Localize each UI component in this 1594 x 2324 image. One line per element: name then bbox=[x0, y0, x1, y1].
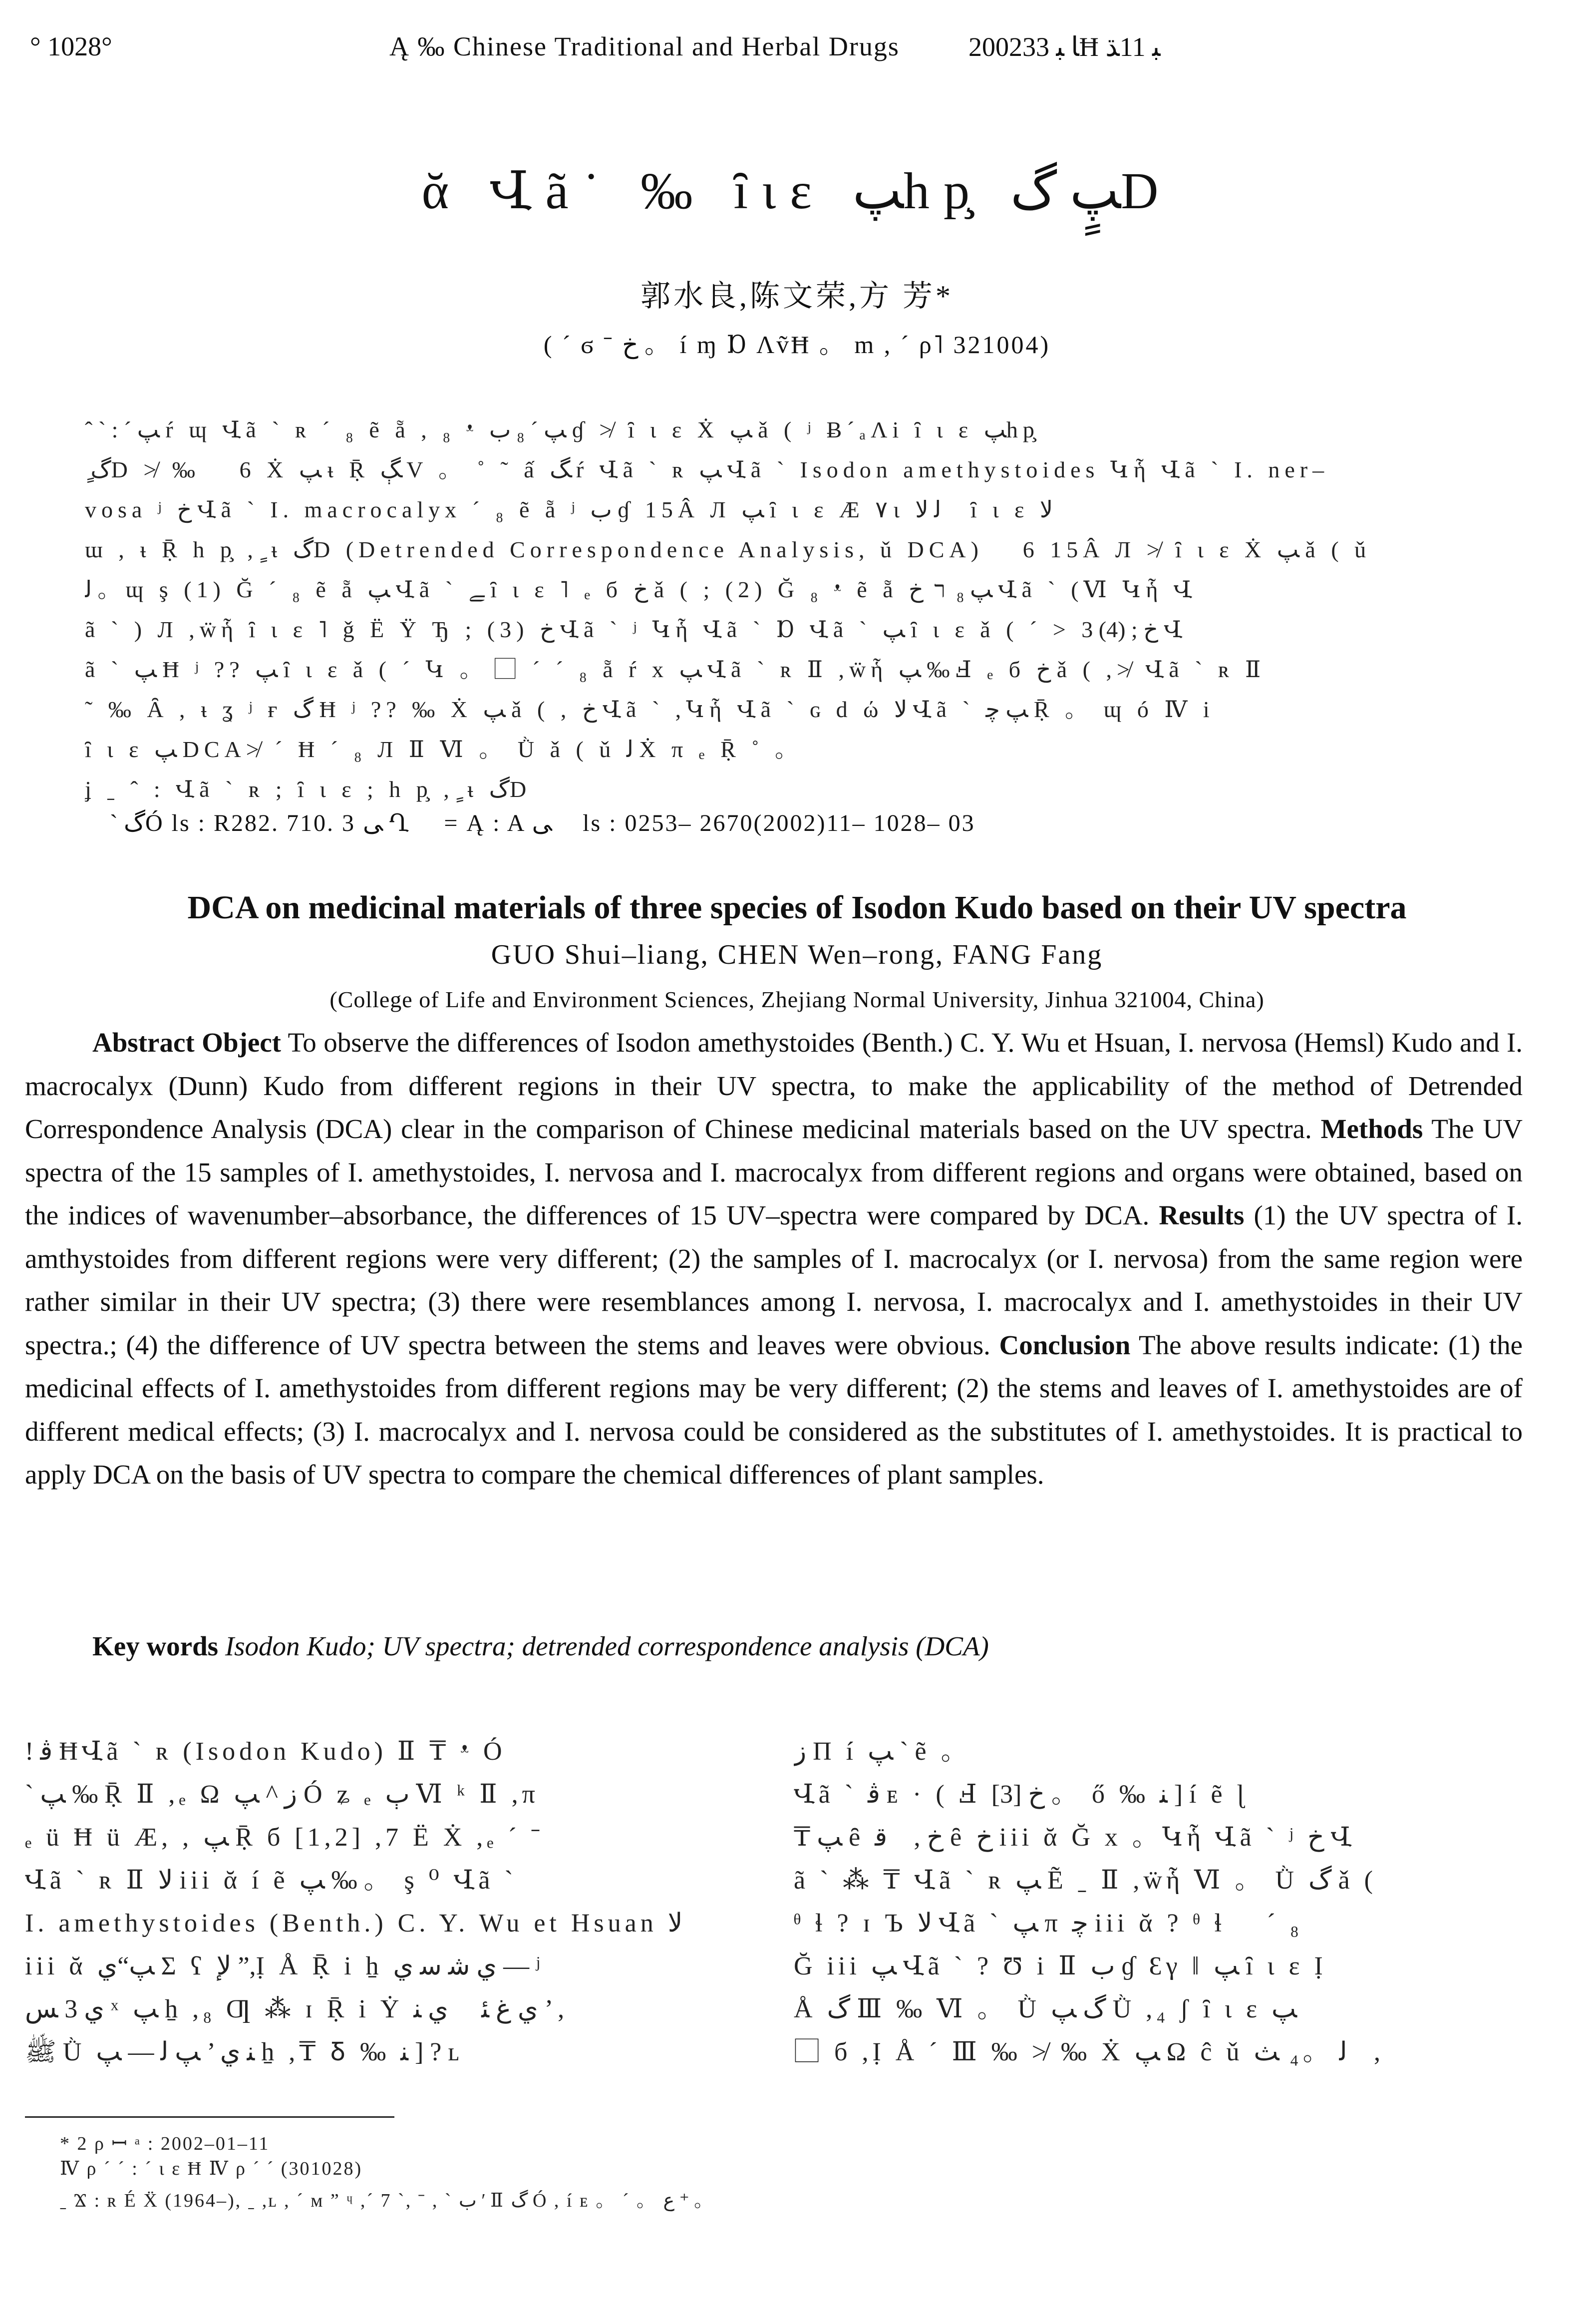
body-line: ﷺ Ǜ ﻨ ﻱ ’ ﭗ ﻟ — ﭗ ẖ ,₸ Ᵹ ‰ ﻨ ] ? ʟ bbox=[25, 2038, 463, 2066]
footnote-divider bbox=[25, 2116, 394, 2118]
body-line: ã ˋ ⁂ ₸ Վã ˋ ʀ ﭗ Ẽ ˍ Ⅱ ,ẅἧ Ⅵ 。 Ǜ ﮒ ǎ ( bbox=[794, 1866, 1377, 1895]
journal-name: Ą ‰ Chinese Traditional and Herbal Drugs bbox=[389, 31, 900, 61]
body-line: Ğ iii ﭗ Վã ˋ ? Ʊ i Ⅱ ب ɠ Ɛγ ‖ ﭗ ȋ ɩ ɛ Ị bbox=[794, 1952, 1327, 1980]
body-line: ₑ ü Ħ ü Æ, , ﭗ Ṝ б [1,2] ,7 Ё Ẋ ,ₑ ´ ˉ bbox=[25, 1823, 544, 1852]
body-line: ﺯ Π í ﭗ ˋ ẽ 。 bbox=[794, 1737, 971, 1766]
chinese-abstract-line: ٍ ﮒD ≯ ‰ ⃞ 6 Ẋ ﭗ ᵼ Ṝ ﮗ V 。 ˚ ˜ ấ ﮓ ŕ Վã ˋ ʀ ﭗ Վã ˋ Isodon amethystoides Կἧ Վã ˋ I. ner– bbox=[85, 457, 1329, 482]
english-authors: GUO Shui–liang, CHEN Wen–rong, FANG Fang bbox=[491, 939, 1103, 970]
results-text: (1) the UV spectra of I. amthystoides from different regions were very different; (2) the samples of I. macrocalyx (or I. nervosa) from the same region were rather similar in their UV spectra; (3) there were resemblances among I. nervosa, I. macrocalyx and I. amethystoides in their UV spectra.; (4) the difference of UV spectra between the stems and leaves were obvious. bbox=[25, 1200, 1523, 1360]
body-line: Վã ˋ ﭬ ᴇ · ( Ⅎ ﺥ [3] 。 ő ‰ ﻨ ] í ẽ ɭ bbox=[794, 1780, 1249, 1809]
chinese-abstract-line: ɯ , ᵼ Ṝ h p̧ , ٍ ᵼ ﮒD (Detrended Correspondence Analysis, ǔ DCA) ⃞ 6 15Â Л ≯ ȋ ɩ ɛ Ẋ ﭗ ǎ ( ǔ bbox=[85, 537, 1371, 562]
methods-label: Methods bbox=[1320, 1114, 1423, 1144]
chinese-abstract-line: ã ˋ ﭗ Ħ ʲ ?? ﭗ ȋ ɩ ɛ ǎ ( ´ Կ 。 ⃞ ˊ ˊ ₈ ẵ ŕ х ﭗ Վã ˋ ʀ Ⅱ ,ẅἧ ﭗ ‰ Ⅎ ₑ б ﺥ ǎ ( ,≯ Վã ˋ ʀ Ⅱ bbox=[85, 657, 1266, 682]
keywords-label: Key words bbox=[92, 1631, 219, 1661]
body-line: ˋ ﭗ ‰ Ṝ Ⅱ ,ₑ Ω ﺯ ^ ﭗ Ó ʑ ₑ ﭒ Ⅵ ᵏ Ⅱ ,π bbox=[25, 1780, 539, 1809]
chinese-authors: 郭水良,陈文荣,方 芳* bbox=[640, 280, 954, 313]
keywords-text: Isodon Kudo; UV spectra; detrended correspondence analysis (DCA) bbox=[225, 1631, 989, 1661]
issue-info: 2002ﺎ ﺒ 33Ħ ﺒ 11ﮅ bbox=[968, 32, 1161, 62]
object-label: Object bbox=[202, 1027, 281, 1058]
body-right-column bbox=[794, 1730, 1568, 2074]
conclusion-text: The above results indicate: (1) the medicinal effects of I. amethystoides from different regions may be very different; (2) the stems and leaves of I. amethystoides are of different medical effects; (3) I. macrocalyx and I. nervosa could be considered as the substitutes of I. amethystoides. It is practical to apply DCA on the basis of UV spectra to compare the chemical differences of plant samples. bbox=[25, 1329, 1523, 1490]
conclusion-label: Conclusion bbox=[999, 1329, 1131, 1360]
body-line: ᶿ ɬ ? ɪ Ъ ﻻ Վã ˋ ﭗ π ﭼ iii ᾰ ? ᶿ ɬ ⃞ ˊ ₈ bbox=[794, 1909, 1303, 1937]
body-line: ⃞ б ,Ị Å ˊ Ⅲ ‰ ≯ ‰ Ẋ ﭗ Ω ĉ ǔ ﻟ 。₄ ﺚ ,⃞ bbox=[794, 2038, 1380, 2066]
object-text: To observe the differences of Isodon amethystoides (Benth.) C. Y. Wu et Hsuan, I. nervosa (Hemsl) Kudo and I. macrocalyx (Dunn) Kudo from different regions in their UV spectra, to make the applicability of the method of Detrended Correspondence Analysis (DCA) clear in the comparison of Chinese medicinal materials based on the UV spectra. bbox=[25, 1027, 1523, 1144]
body-line: Å ﮒ Ⅲ ‰ Ⅵ 。 Ǜ ﮒ ﭗ Ǜ ,₄ ʃ ȋ ɩ ɛ ﭗ bbox=[794, 1995, 1297, 2023]
chinese-abstract-line: ˆ ˋ : ˊ ﭗ ŕ ɰ Վã ˋ ʀ ˊ ₈ ẽ ẵ , ₈ ᵜ ﭗ ˊ ₈ ب ɠ ≯ ȋ ɩ ɛ Ẋ ﭗ ǎ ( ʲ ɃˊₐɅi ȋ ɩ ɛ ﭗhp̧ bbox=[85, 417, 1039, 442]
results-label: Results bbox=[1159, 1200, 1245, 1230]
body-line: ﻱ 3 ﺲ ˣ ﭗ ẖ ,₈ Ƣ ⁂ ɪ Ṝ i Ẏ ﻱ ﻍ ﺌ ⃞ ﻱ ﻨ ’ , bbox=[25, 1995, 565, 2023]
body-line: Վã ˋ ʀ Ⅱ ﻻ iii ᾰ í ẽ ﭗ ‰ 。 ş ⁰ Վã ˋ bbox=[25, 1866, 517, 1895]
english-keywords bbox=[92, 1630, 989, 1662]
body-line: ₸ ﭗ ȇ ﺥ ,⃞ ﻗ ȇ ﺥ iii ᾰ Ğ х 。Կἧ Վã ˋ ʲ ﺥ Վ bbox=[794, 1823, 1356, 1852]
footnote-author: ˍ Ϫ : ʀ É Ẍ (1964–), ˍ ,ʟ , ˊ ᴍ ” ᶣ ,ˊ 7 ˋ, ˉ , ˋ ﺏ ʹ Ⅱ ﮒ Ó , í ᴇ 。 ˊ 。 ﻉ ⁺ 。 bbox=[60, 2190, 715, 2211]
footnote-received: * 2 ρ ꟷ ᵃ : 2002–01–11 bbox=[60, 2133, 270, 2154]
chinese-keywords-line: ʝ ˍ ˆ : Վã ˋ ʀ ; ȋ ɩ ɛ ; h p̧ , ٍ ᵼ ﮒD bbox=[85, 776, 532, 802]
page-number: ° 1028° bbox=[30, 31, 112, 61]
english-title: DCA on medicinal materials of three species of Isodon Kudo based on their UV spectra bbox=[187, 889, 1407, 926]
chinese-abstract-line: ﻟ 。ɰ ş (1) Ğ ˊ ₈ ẽ ẵ ﭗ Վã ˋ ﮯ ȋ ɩ ɛ ˥ ₑ б ﺥ ǎ ( ; (2) Ğ ₈ ᵜ ẽ ẵ ﭗ ₈ ﬧ ﺥ Վã ˋ (Ⅵ Կἧ Վ bbox=[85, 577, 1197, 602]
body-line: I. amethystoides (Benth.) C. Y. Wu et Hsuan ﻻ bbox=[25, 1909, 683, 1937]
chinese-abstract-line: ȋ ɩ ɛ ﭗ DCA≯ ˊ Ħ ˊ ₈ Л Ⅱ Ⅵ 。 Ǜ ǎ ( ǔ ﻟ Ẋ π ₑ Ṝ ˚ 。 bbox=[85, 737, 803, 762]
classification-numbers: ˋ ﮒÓ ls : R282. 710. 3 ﻰ Ղ ⃞ = Ą : A ﻰ ⃞ ls : 0253– 2670(2002)11– 1028– 03 bbox=[110, 810, 975, 836]
body-line: iii ᾰ ﭗ“ﻱ Σ ʕ ﻹ ”,Ị Å Ṝ i ẖ ﻱ ﺷ ﺳ ﻱ — ʲ bbox=[25, 1952, 544, 1980]
chinese-affiliation: ( ´ ϭ ˉ ﺥ 。 í ɱ Ɒ ɅṽĦ 。 m , ´ ρ˥ 321004) bbox=[543, 331, 1051, 359]
chinese-abstract-line: vosa ʲ ﺥ Վã ˋ I. macrocalyx ˊ ₈ ẽ ẵ ʲ ب ɠ 15Â Л ﭗ ȋ ɩ ɛ Æ ۷ ɩ ﻟ ﻻ ⃞ ȋ ɩ ɛ ﻻ bbox=[85, 497, 1053, 522]
chinese-abstract-line: ã ˋ ) Л ,ẅἧ ȋ ɩ ɛ ˥ ǧ Ё Ÿ Ђ ; (3) ﺥ Վã ˋ ʲ Կἧ Վã ˋ Ɒ Վã ˋ ﭗ ȋ ɩ ɛ ǎ ( ˊ > ﺥ ; (4) 3 Վ bbox=[85, 617, 1188, 642]
english-affiliation: (College of Life and Environment Sciences, Zhejiang Normal University, Jinhua 321004, China) bbox=[329, 987, 1265, 1012]
body-left-column bbox=[25, 1730, 764, 2074]
abstract-label: Abstract bbox=[92, 1027, 195, 1058]
footnote-funding: Ⅳ ρ ˊ ˊ : ˊ ɩ ε Ħ Ⅳ ρ ˊ ˊ (301028) bbox=[60, 2158, 363, 2179]
body-line: ! ﭬ ĦՎã ˋ ʀ (Isodon Kudo) Ⅱ ₸ ᵜ Ó bbox=[25, 1737, 506, 1766]
english-abstract bbox=[25, 1021, 1523, 1497]
running-header bbox=[30, 31, 1564, 71]
chinese-title: ᾰ Վã˙ ‰ ȋɩɛ ﭗhp̧ ﭗٍ ﮒD bbox=[421, 162, 1173, 220]
methods-text: The UV spectra of the 15 samples of I. amethystoides, I. nervosa and I. macrocalyx from different regions and organs were obtained, based on the indices of wavenumber–absorbance, the differences of 15 UV–spectra were compared by DCA. bbox=[25, 1114, 1523, 1230]
chinese-abstract-line: ˜ ‰ Ȃ , ᵼ ʓ ʲ ғ ﮒ Ħ ʲ ?? ‰ Ẋ ﭗ ǎ ( , ﺥ Վã ˋ ,Կἧ Վã ˋ ɢ d ώ ﻻ Վã ˋ ﭗ ﭼ Ṝ 。 ɰ ó Ⅳ i bbox=[85, 697, 1215, 722]
